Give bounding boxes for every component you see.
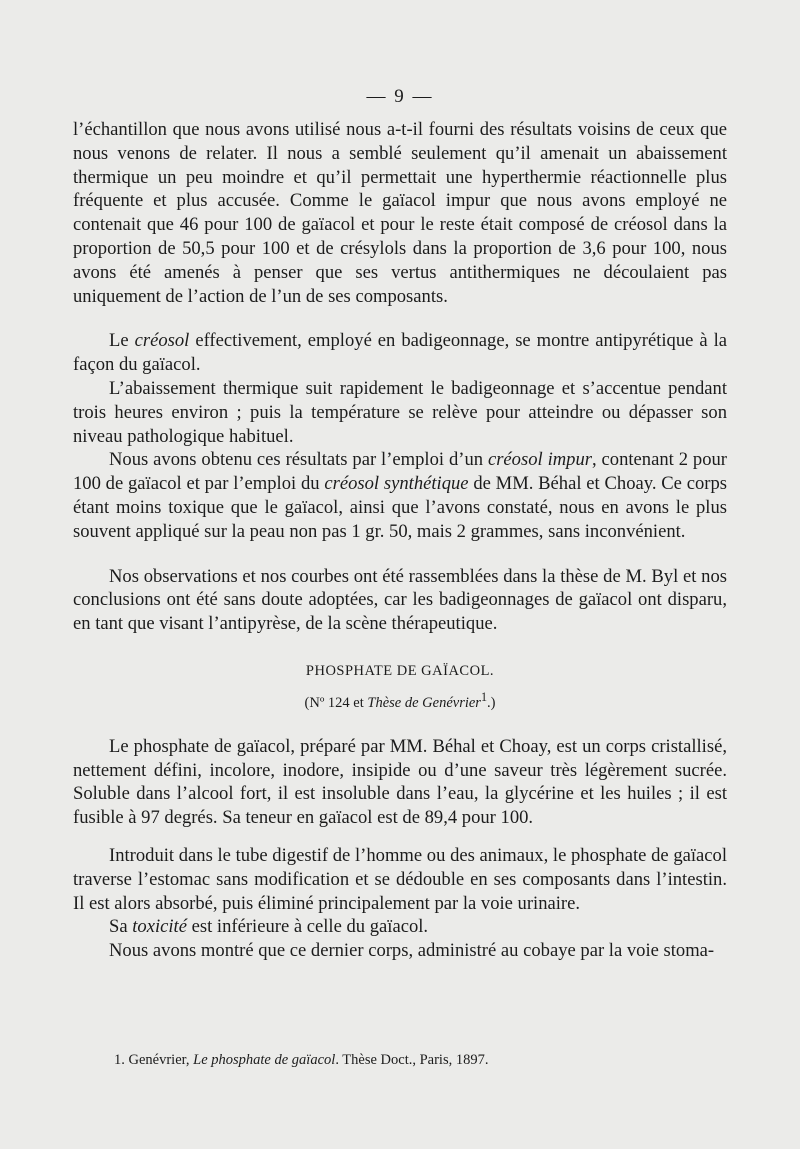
section-subtitle: (Nº 124 et Thèse de Genévrier$^1$.) (304, 689, 496, 711)
paragraph-7: Introduit dans le tube digestif de l’homme ou des animaux, le phosphate de gaïacol traverse l’estomac sans modification et se dédouble en ses composants dans l’intestin. Il est alors absorbé, puis éliminé principalement par la voie urinaire. (73, 844, 727, 914)
paragraph-3: L’abaissement thermique suit rapidement le badigeonnage et s’accentue pendant trois heures environ ; puis la température se relève pour atteindre ou dépasser son niveau pathologique habituel. (73, 377, 727, 447)
body-text-top (73, 118, 727, 963)
footnote: 1. Genévrier, Le phosphate de gaïacol. Thèse Doct., Paris, 1897. (114, 1052, 489, 1068)
paragraph-1: l’échantillon que nous avons utilisé nous a-t-il fourni des résultats voisins de ceux que nous venons de relater. Il nous a semblé seulement qu’il amenait un abaissement thermique un peu moindre et qu’il permettait une hyperthermie réactionnelle plus fréquente et plus accusée. Comme le gaïacol impur que nous avons employé ne contenait que 46 pour 100 de gaïacol et pour le reste était composé de créosol dans la proportion de 50,5 pour 100 et de crésylols dans la proportion de 3,6 pour 100, nous avons été amenés à penser que ses vertus antithermiques ne découlaient pas uniquement de l’action de l’un de ses composants. (73, 119, 727, 307)
page-number: — 9 — (366, 86, 434, 107)
section-title: PHOSPHATE DE GAÏACOL. (305, 662, 495, 679)
paragraph-9: Nous avons montré que ce dernier corps, administré au cobaye par la voie stoma- (109, 940, 715, 962)
paragraph-2: Le créosol effectivement, employé en badigeonnage, se montre antipyrétique à la façon du gaïacol. (73, 330, 727, 376)
paragraph-5: Nos observations et nos courbes ont été rassemblées dans la thèse de M. Byl et nos conclusions ont été sans doute adoptées, car les badigeonnages de gaïacol ont disparu, en tant que visant l’antipyrèse, de la scène thérapeutique. (73, 565, 727, 635)
paragraph-4: Nous avons obtenu ces résultats par l’emploi d’un créosol impur, contenant 2 pour 100 de gaïacol et par l’emploi du créosol synthétique de MM. Béhal et Choay. Ce corps étant moins toxique que le gaïacol, ainsi que l’avons constaté, nous en avons le plus souvent appliqué sur la peau non pas 1 gr. 50, mais 2 grammes, sans inconvénient. (73, 449, 727, 542)
paragraph-6: Le phosphate de gaïacol, préparé par MM. Béhal et Choay, est un corps cristallisé, nettement défini, incolore, inodore, insipide ou d’une saveur très légèrement sucrée. Soluble dans l’alcool fort, il est insoluble dans l’eau, la glycérine et les huiles ; il est fusible à 97 degrés. Sa teneur en gaïacol est de 89,4 pour 100. (73, 735, 727, 829)
paragraph-8: Sa toxicité est inférieure à celle du gaïacol. (109, 916, 429, 938)
